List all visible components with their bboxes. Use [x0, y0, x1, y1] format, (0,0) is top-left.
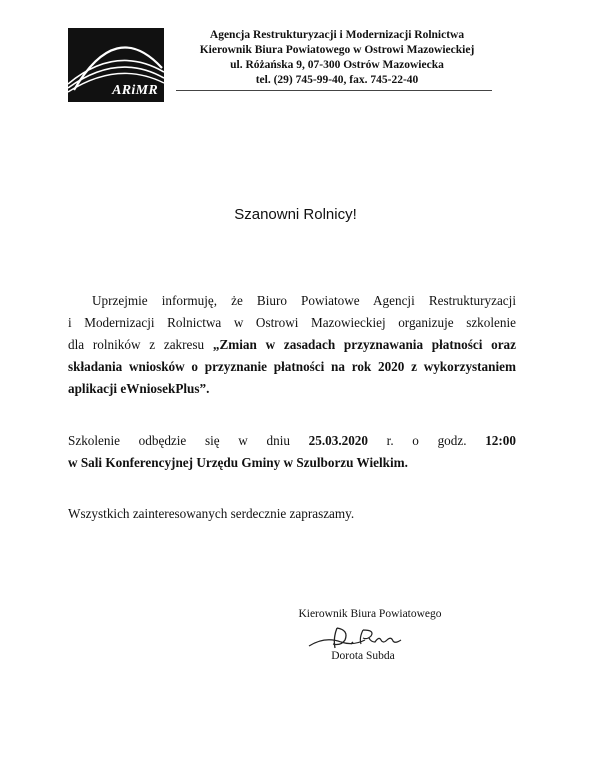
letterhead — [172, 28, 502, 88]
signatory-name: Dorota Subda — [331, 650, 395, 662]
paragraph2-line1 — [68, 430, 516, 452]
arimr-logo — [68, 28, 164, 102]
paragraph-announcement — [68, 290, 516, 400]
training-topic-part3: aplikacji eWniosekPlus”. — [68, 381, 210, 396]
letterhead-divider — [176, 90, 492, 91]
place-prefix: w — [68, 455, 81, 470]
training-date: 25.03.2020 — [308, 433, 368, 448]
paragraph1-line2: i Modernizacji Rolnictwa w Ostrowi Mazowieckiej organizuje szkolenie — [68, 315, 516, 330]
paragraph1-line5 — [68, 378, 516, 400]
office-name: Kierownik Biura Powiatowego w Ostrowi Mazowieckiej — [199, 44, 475, 56]
paragraph1-line1: Uprzejmie informuję, że Biuro Powiatowe Agencji Restrukturyzacji — [92, 293, 516, 308]
logo-text: ARiMR — [112, 83, 158, 98]
office-address: ul. Różańska 9, 07-300 Ostrów Mazowiecka — [230, 59, 444, 71]
signature-title: Kierownik Biura Powiatowego — [298, 608, 442, 620]
training-place: Sali Konferencyjnej Urzędu Gminy w Szulborzu Wielkim. — [80, 455, 408, 470]
agency-name: Agencja Restrukturyzacji i Modernizacji Rolnictwa — [209, 29, 465, 41]
training-topic-part1: „Zmian w zasadach przyznawania płatności oraz — [212, 337, 517, 352]
schedule-time-label: r. o godz. — [367, 433, 486, 448]
paragraph2-line2 — [68, 452, 516, 474]
paragraph1-line3-plain: dla rolników z zakresu — [68, 337, 213, 352]
office-phone: tel. (29) 745-99-40, fax. 745-22-40 — [255, 74, 419, 86]
salutation: Szanowni Rolnicy! — [234, 206, 357, 223]
handwritten-signature — [305, 622, 415, 652]
schedule-intro: Szkolenie odbędzie się w dniu — [68, 433, 309, 448]
training-time: 12:00 — [485, 433, 516, 448]
paragraph-invitation: Wszystkich zainteresowanych serdecznie zapraszamy. — [68, 506, 355, 521]
paragraph1-line3 — [68, 334, 516, 356]
paragraph1-line4 — [68, 356, 516, 378]
training-topic-part2: składania wniosków o przyznanie płatności na rok 2020 z wykorzystaniem — [68, 359, 516, 374]
paragraph-schedule — [68, 430, 516, 474]
